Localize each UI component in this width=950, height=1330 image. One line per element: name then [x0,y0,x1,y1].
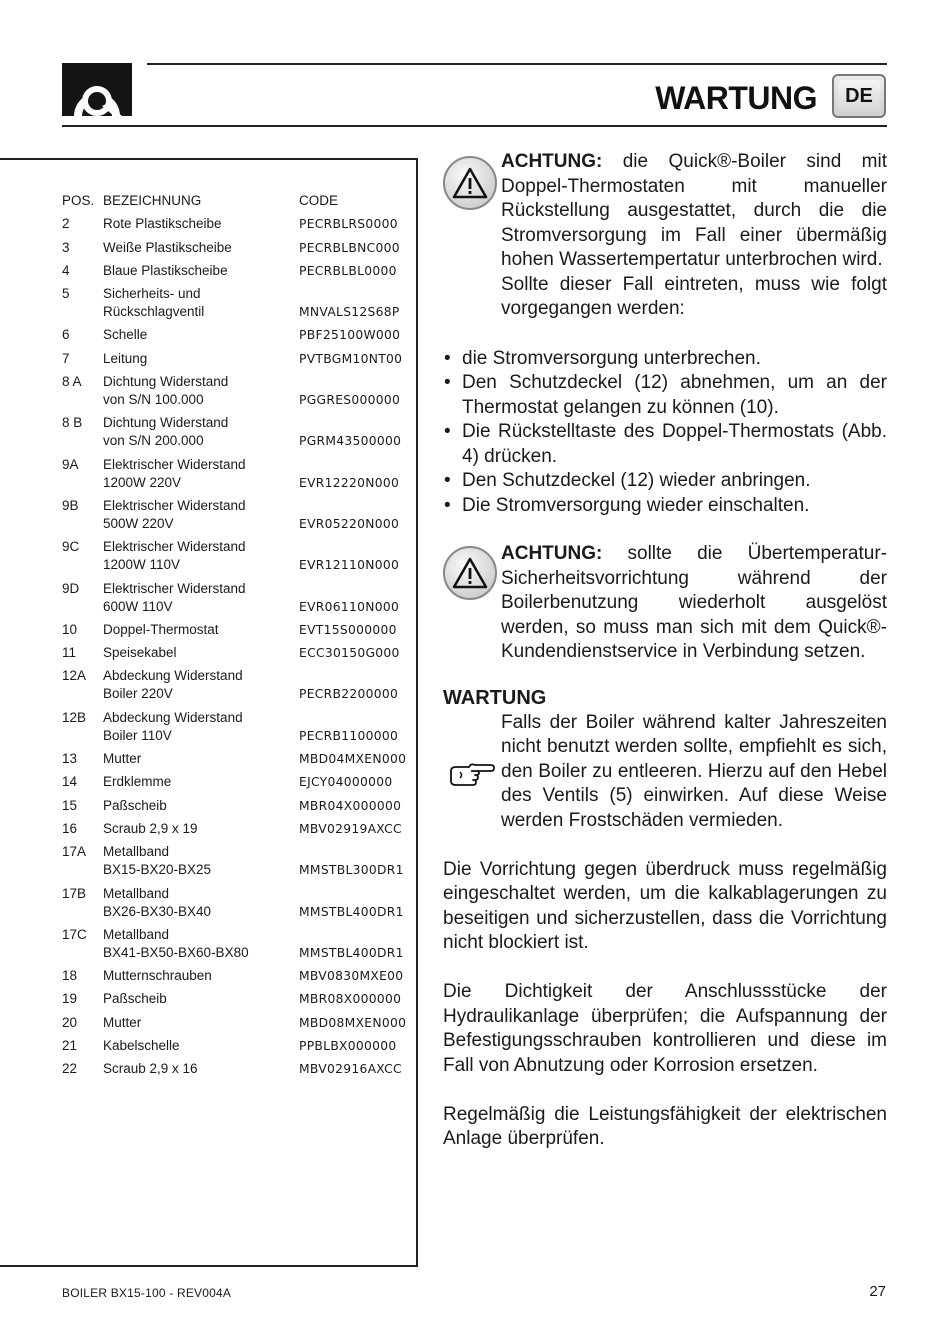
maintenance-block [443,711,887,834]
table-row [62,350,407,373]
row-pos: 13 [62,751,78,767]
row-pos: 2 [62,216,70,232]
row-desc-line: Abdeckung Widerstand [103,709,243,725]
row-desc-line: von S/N 100.000 [103,392,204,408]
row-desc-line: Elektrischer Widerstand [103,497,246,513]
row-desc-line: Dichtung Widerstand [103,415,229,431]
row-code: PVTBGM10NT00 [299,351,403,366]
row-pos: 8 B [62,415,83,431]
row-pos: 10 [62,621,78,637]
parts-table-body [62,215,407,1083]
row-pos: 16 [62,820,78,836]
row-desc-line: Mutter [103,1014,142,1030]
row-pos: 3 [62,239,70,255]
table-row [62,373,407,414]
row-desc [103,326,299,344]
row-desc-line: Erdklemme [103,774,172,790]
row-code: MBV02919AXCC [299,821,402,836]
row-desc-line: Dichtung Widerstand [103,374,229,390]
table-row [62,667,407,708]
table-row [62,967,407,990]
row-desc [103,967,299,985]
row-code: PGRM43500000 [299,434,402,449]
warning-1-text [501,150,887,273]
parts-table [62,192,407,1084]
row-desc [103,456,299,492]
language-badge-label: DE [838,80,880,112]
row-desc [103,843,299,879]
table-row [62,797,407,820]
table-row [62,1037,407,1060]
row-code: MMSTBL400DR1 [299,945,404,960]
row-desc [103,1060,299,1078]
table-row [62,709,407,750]
row-code: ECC30150G000 [299,646,400,661]
row-code: MBD04MXEN000 [299,752,407,767]
row-pos: 5 [62,286,70,302]
header-top-rule [147,63,887,65]
row-desc-line: Weiße Plastikscheibe [103,239,232,255]
row-desc-line: Abdeckung Widerstand [103,668,243,684]
warning-block-2 [443,542,887,665]
warning-triangle-icon [443,156,497,210]
table-row [62,456,407,497]
row-pos: 9A [62,456,79,472]
quick-logo-icon [62,63,132,116]
row-code: PECRB2200000 [299,687,399,702]
header-pos: POS. [62,193,95,208]
row-desc [103,538,299,574]
row-desc-line: BX15-BX20-BX25 [103,862,212,878]
maintenance-text: Falls der Boiler während kalter Jahreszeiten nicht benutzt werden sollte, empfiehlt es sich, den Boiler zu entleeren. Hierzu auf den Hebel des Ventils (5) einwirken. Auf diese Weise werden Frostschäden vermieden. [501,711,887,831]
row-code: MMSTBL400DR1 [299,904,404,919]
row-desc [103,373,299,409]
row-code: EVR05220N000 [299,516,400,531]
row-code: PECRB1100000 [299,728,399,743]
table-row [62,215,407,238]
row-pos: 20 [62,1014,78,1030]
header-desc: BEZEICHNUNG [103,193,202,208]
row-desc [103,667,299,703]
row-code: MMSTBL300DR1 [299,863,404,878]
row-pos: 6 [62,327,70,343]
row-desc [103,350,299,368]
row-desc [103,926,299,962]
table-row [62,285,407,326]
row-pos: 15 [62,797,78,813]
body-paragraph: Regelmäßig die Leistungsfähigkeit der elektrischen Anlage überprüfen. [443,1103,887,1149]
row-pos: 17A [62,844,87,860]
row-desc-line: Schelle [103,327,148,343]
row-desc [103,820,299,838]
body-paragraph: Die Dichtigkeit der Anschlussstücke der Hydraulikanlage überprüfen; die Aufspannung der Befestigungsschrauben kontrollieren und diese im Fall von Abnutzung oder Korrosion ersetzen. [443,981,887,1076]
row-pos: 9B [62,497,79,513]
row-desc-line: Kabelschelle [103,1038,180,1054]
list-item: • Die Rückstelltaste des Doppel-Thermostats (Abb. 4) drücken. [443,420,887,469]
row-desc-line: BX41-BX50-BX60-BX80 [103,944,249,960]
row-desc [103,239,299,257]
table-row [62,262,407,285]
row-desc-line: Doppel-Thermostat [103,621,219,637]
table-row [62,326,407,349]
row-desc [103,885,299,921]
row-code: EJCY04000000 [299,775,393,790]
row-pos: 14 [62,774,78,790]
row-pos: 17B [62,885,87,901]
row-desc-line: Metallband [103,885,170,901]
row-desc [103,1014,299,1032]
row-desc-line: Blaue Plastikscheibe [103,262,228,278]
row-code: EVR06110N000 [299,599,400,614]
row-desc [103,797,299,815]
row-code: MBD08MXEN000 [299,1015,407,1030]
row-pos: 19 [62,991,78,1007]
row-code: PPBLBX000000 [299,1039,397,1054]
bullet-list [443,347,887,519]
content-column [443,150,887,1152]
language-badge [832,74,886,118]
row-desc-line: Speisekabel [103,645,177,661]
row-pos: 21 [62,1038,78,1054]
row-code: EVR12110N000 [299,558,400,573]
row-desc-line: Elektrischer Widerstand [103,539,246,555]
row-desc-line: Boiler 110V [103,727,172,743]
table-row [62,843,407,884]
row-code: MBV0830MXE00 [299,969,404,984]
row-desc-line: Rote Plastikscheibe [103,216,222,232]
warning-2-text [501,542,887,665]
table-row [62,621,407,644]
row-desc-line: Paßscheib [103,991,167,1007]
row-desc-line: Mutternschrauben [103,968,212,984]
row-desc [103,497,299,533]
parts-table-header [62,192,407,215]
list-item: • Den Schutzdeckel (12) abnehmen, um an der Thermostat gelangen zu können (10). [443,371,887,420]
row-desc-line: Scraub 2,9 x 16 [103,1061,198,1077]
maintenance-heading: WARTUNG [443,686,547,709]
row-desc [103,414,299,450]
row-desc [103,262,299,280]
warning-triangle-icon [443,546,497,600]
row-desc [103,750,299,768]
warning-2-body: sollte die Übertemperatur-Sicherheitsvorrichtung während der Boilerbenutzung wiederholt ausgelöst werden, so muss man sich mit dem Quick®-Kundendienstservice in Verbindung setzen. [501,543,887,662]
row-pos: 4 [62,262,70,278]
table-row [62,926,407,967]
warning-block-1 [443,150,887,322]
row-pos: 17C [62,926,87,942]
row-desc-line: BX26-BX30-BX40 [103,903,212,919]
row-desc [103,215,299,233]
table-row [62,773,407,796]
row-code: PECRBLRS0000 [299,217,398,232]
warning-1-label: ACHTUNG: [501,151,603,172]
list-item: • die Stromversorgung unterbrechen. [443,347,887,372]
row-desc-line: 1200W 220V [103,474,182,490]
row-desc-line: Metallband [103,926,170,942]
row-desc-line: 500W 220V [103,515,174,531]
row-desc [103,644,299,662]
table-row [62,990,407,1013]
row-desc [103,709,299,745]
row-desc-line: Boiler 220V [103,686,173,702]
body-paragraph: Die Vorrichtung gegen überdruck muss regelmäßig eingeschaltet werden, um die kalkablagerungen zu beseitigen und sicherzustellen, dass die Vorrichtung nicht blockiert ist. [443,858,887,953]
table-row [62,239,407,262]
row-desc-line: 1200W 110V [103,557,181,573]
footer-doc-ref: BOILER BX15-100 - REV004A [62,1286,232,1300]
list-item: • Den Schutzdeckel (12) wieder anbringen. [443,469,887,494]
row-pos: 9C [62,539,80,555]
row-pos: 12A [62,668,87,684]
row-desc [103,285,299,321]
row-desc-line: Sicherheits- und Rückschlagventil [103,286,205,320]
row-code: EVR12220N000 [299,475,400,490]
row-code: PECRBLBNC000 [299,240,400,255]
header-code: CODE [299,193,339,208]
warning-1-body: die Quick®-Boiler sind mit Doppel-Thermostaten mit manueller Rückstellung ausgestattet, durch die die Stromversorgung im Fall einer übermäßig hohen Wassertempertatur unterbrochen wird. [501,151,887,270]
table-row [62,538,407,579]
row-code: PBF25100W000 [299,328,401,343]
row-desc [103,1037,299,1055]
row-code: MBV02916AXCC [299,1062,402,1077]
row-desc-line: Elektrischer Widerstand [103,456,246,472]
paragraphs [443,858,887,1152]
table-row [62,414,407,455]
row-pos: 8 A [62,374,82,390]
row-pos: 12B [62,709,87,725]
row-code: MBR04X000000 [299,798,402,813]
row-desc-line: 600W 110V [103,598,173,614]
row-desc-line: Leitung [103,350,148,366]
row-code: PECRBLBL0000 [299,263,397,278]
list-item: • Die Stromversorgung wieder einschalten. [443,494,887,519]
table-row [62,1014,407,1037]
header-bottom-rule [62,125,887,127]
parts-panel [0,158,418,1267]
table-row [62,820,407,843]
row-code: PGGRES000000 [299,393,401,408]
row-pos: 18 [62,968,78,984]
row-desc [103,580,299,616]
warning-2-label: ACHTUNG: [501,543,603,564]
table-row [62,885,407,926]
page-title: WARTUNG [655,80,817,116]
row-pos: 22 [62,1061,78,1077]
table-row [62,497,407,538]
table-row [62,750,407,773]
row-desc-line: von S/N 200.000 [103,433,204,449]
row-code: MBR08X000000 [299,992,402,1007]
row-desc-line: Mutter [103,751,142,767]
row-desc [103,773,299,791]
table-row [62,644,407,667]
row-desc-line: Metallband [103,844,170,860]
table-row [62,580,407,621]
row-desc [103,990,299,1008]
pointing-hand-icon [447,761,495,789]
row-desc [103,621,299,639]
page-number: 27 [869,1283,886,1300]
warning-1-body-2: Sollte dieser Fall eintreten, muss wie folgt vorgegangen werden: [501,273,887,319]
row-desc-line: Paßscheib [103,797,167,813]
row-code: MNVALS12S68P [299,305,400,320]
row-pos: 7 [62,350,70,366]
row-desc-line: Elektrischer Widerstand [103,580,246,596]
row-pos: 9D [62,580,80,596]
row-code: EVT15S000000 [299,622,397,637]
table-row [62,1060,407,1083]
row-desc-line: Scraub 2,9 x 19 [103,820,198,836]
row-pos: 11 [62,645,77,661]
